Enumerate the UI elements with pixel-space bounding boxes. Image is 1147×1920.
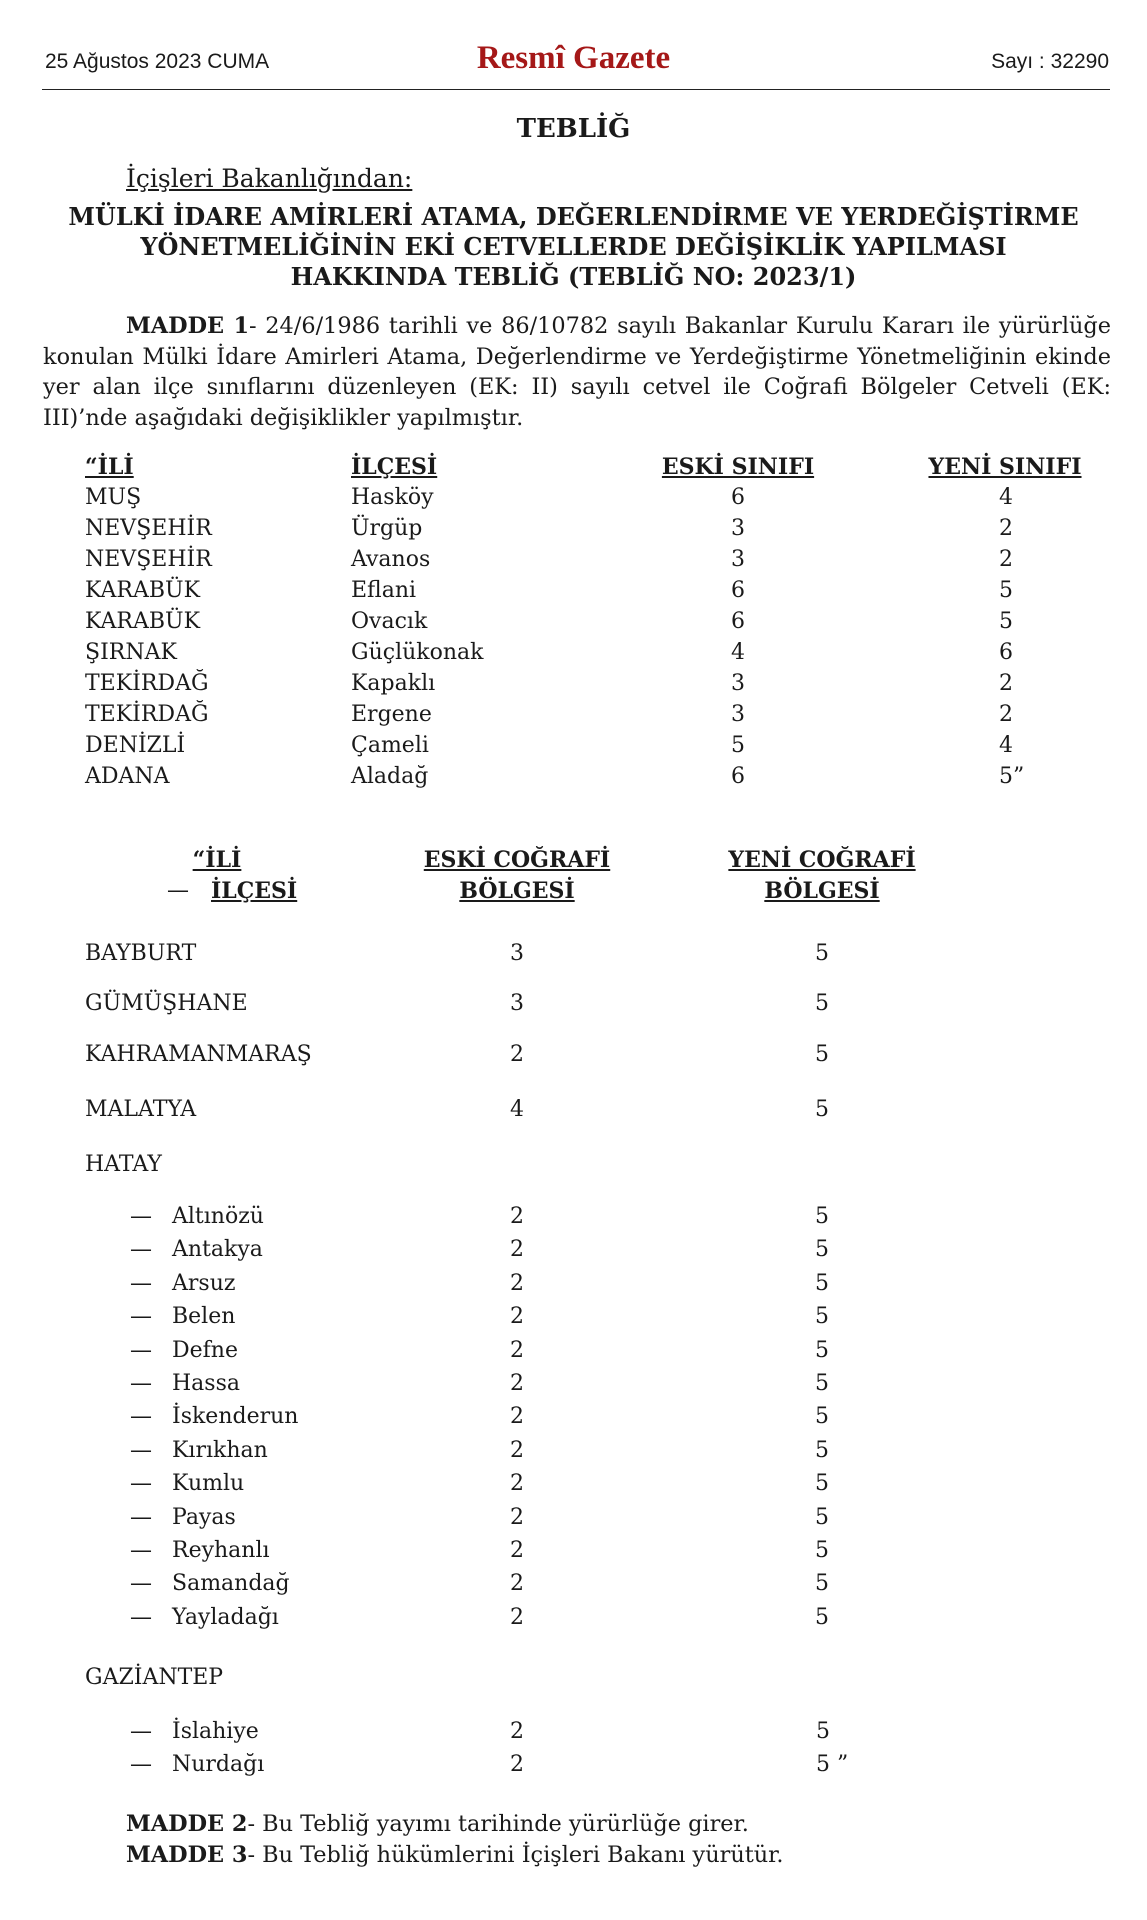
region-province: GÜMÜŞHANE <box>85 991 248 1016</box>
table1-district: Eflani <box>351 578 417 603</box>
table1-header-new-class: YENİ SINIFI <box>928 454 1082 480</box>
region-new: 5 <box>815 1604 829 1630</box>
title-line: MÜLKİ İDARE AMİRLERİ ATAMA, DEĞERLENDİRME VE YERDEĞİŞTİRME <box>68 202 1079 231</box>
table1-old-class: 6 <box>731 578 745 603</box>
table1-new-class: 2 <box>999 547 1013 572</box>
region-old: 2 <box>510 1604 524 1630</box>
region-new: 5 <box>815 1471 829 1497</box>
table2-header-dash: — <box>167 878 189 903</box>
article-3-text: - Bu Tebliğ hükümlerini İçişleri Bakanı yürütür. <box>247 1842 784 1868</box>
region-district: Altınözü <box>172 1204 264 1229</box>
table1-province: MUŞ <box>85 485 142 510</box>
region-province: GAZİANTEP <box>85 1665 224 1690</box>
issuer: İçişleri Bakanlığından: <box>126 164 413 193</box>
gazette-issue-number: Sayı : 32290 <box>991 50 1109 73</box>
district-dash: — <box>130 1471 152 1497</box>
region-new: 5 <box>815 1204 829 1229</box>
table1-old-class: 5 <box>731 733 745 758</box>
table1-district: Hasköy <box>351 485 434 510</box>
region-old: 2 <box>510 1042 524 1067</box>
article-1 <box>43 311 1111 433</box>
district-dash: — <box>130 1538 152 1563</box>
table1-old-class: 3 <box>731 516 745 541</box>
region-old: 2 <box>510 1504 524 1530</box>
region-old: 4 <box>510 1097 524 1122</box>
region-new: 5 <box>816 1719 830 1744</box>
region-district: Reyhanlı <box>172 1538 270 1563</box>
table2-header-old-region-2: BÖLGESİ <box>459 878 575 904</box>
table1-district: Kapaklı <box>351 671 436 696</box>
region-new: 5 <box>815 1404 829 1430</box>
region-old: 2 <box>510 1270 524 1296</box>
district-dash: — <box>130 1270 152 1296</box>
article-1-text: - 24/6/1986 tarihli ve 86/10782 sayılı Bakanlar Kurulu Kararı ile yürürlüğe konulan Mülki İdare Amirleri Atama, Değerlendirme ve Yerdeğiştirme Yönetmeliğinin ekinde yer alan ilçe sınıflarını düzenleyen (EK: II) sayılı cetvel ile Coğrafi Bölgeler Cetveli (EK: III)’nde aşağıdaki değişiklikler yapılmıştır. <box>43 313 1111 431</box>
table1-province: DENİZLİ <box>85 733 186 758</box>
region-old: 2 <box>510 1571 524 1597</box>
gazette-date: 25 Ağustos 2023 CUMA <box>45 50 270 73</box>
region-district: Antakya <box>172 1237 263 1263</box>
district-dash: — <box>130 1437 152 1463</box>
region-new: 5 <box>815 1304 829 1330</box>
table1-province: NEVŞEHİR <box>85 516 212 541</box>
region-new: 5 <box>815 1042 829 1067</box>
region-district: Kırıkhan <box>172 1437 268 1463</box>
region-district: İskenderun <box>172 1404 299 1430</box>
district-dash: — <box>130 1504 152 1530</box>
document-type: TEBLİĞ <box>516 114 631 144</box>
table1-new-class: 4 <box>999 485 1013 510</box>
district-dash: — <box>130 1204 152 1229</box>
table2-header-new-region: YENİ COĞRAFİ <box>728 847 916 873</box>
table2-header-district: İLÇESİ <box>211 878 298 904</box>
region-district: İslahiye <box>172 1719 259 1744</box>
table1-old-class: 3 <box>731 702 745 727</box>
document-title <box>0 202 1147 292</box>
region-old: 2 <box>510 1538 524 1563</box>
district-dash: — <box>130 1604 152 1630</box>
table1-old-class: 6 <box>731 764 745 789</box>
table1-province: ADANA <box>85 764 170 789</box>
table1-district: Ürgüp <box>351 516 423 541</box>
region-old: 2 <box>510 1437 524 1463</box>
region-new: 5 <box>815 1337 829 1363</box>
table1-new-class: 4 <box>999 733 1013 758</box>
article-3 <box>126 1842 784 1868</box>
table2-header-new-region-2: BÖLGESİ <box>764 878 880 904</box>
table1-old-class: 3 <box>731 547 745 572</box>
district-dash: — <box>130 1304 152 1330</box>
region-province: KAHRAMANMARAŞ <box>85 1042 312 1067</box>
table1-new-class: 2 <box>999 702 1013 727</box>
title-line: YÖNETMELİĞİNİN EKİ CETVELLERDE DEĞİŞİKLİK YAPILMASI <box>140 232 1007 261</box>
region-district: Belen <box>172 1304 236 1330</box>
region-province: HATAY <box>85 1152 162 1177</box>
region-new: 5 <box>815 1504 829 1530</box>
region-old: 2 <box>510 1371 524 1396</box>
region-new: 5 <box>815 1097 829 1122</box>
region-new: 5 <box>815 1437 829 1463</box>
region-new: 5 <box>815 1538 829 1563</box>
region-province: BAYBURT <box>85 941 197 966</box>
region-district: Hassa <box>172 1371 240 1396</box>
region-old: 2 <box>510 1752 524 1777</box>
header-divider <box>42 89 1110 90</box>
region-district: Yayladağı <box>172 1604 279 1630</box>
region-new: 5 <box>815 1571 829 1597</box>
district-dash: — <box>130 1404 152 1430</box>
table1-old-class: 6 <box>731 485 745 510</box>
gazette-brand: Resmî Gazete <box>476 40 671 76</box>
region-old: 3 <box>510 941 524 966</box>
table1-header-old-class: ESKİ SINIFI <box>661 454 815 480</box>
article-2 <box>126 1811 749 1837</box>
table1-header-province: “İLİ <box>85 454 134 480</box>
region-old: 2 <box>510 1237 524 1263</box>
table2-header-old-region: ESKİ COĞRAFİ <box>423 847 611 873</box>
region-old: 2 <box>510 1719 524 1744</box>
table1-district: Ergene <box>351 702 432 727</box>
table1-header-district: İLÇESİ <box>351 454 438 480</box>
article-3-label: MADDE 3 <box>126 1842 248 1868</box>
table1-new-class: 6 <box>999 640 1013 665</box>
district-dash: — <box>130 1571 152 1597</box>
table1-district: Ovacık <box>351 609 428 634</box>
article-2-text: - Bu Tebliğ yayımı tarihinde yürürlüğe girer. <box>247 1811 749 1837</box>
region-new: 5 ” <box>816 1752 849 1777</box>
district-dash: — <box>130 1719 152 1744</box>
table1-district: Çameli <box>351 733 429 758</box>
table1-new-class: 2 <box>999 516 1013 541</box>
region-province: MALATYA <box>85 1097 197 1122</box>
district-dash: — <box>130 1337 152 1363</box>
table1-old-class: 6 <box>731 609 745 634</box>
table1-province: NEVŞEHİR <box>85 547 212 572</box>
region-new: 5 <box>815 941 829 966</box>
region-old: 2 <box>510 1304 524 1330</box>
region-district: Nurdağı <box>172 1752 265 1777</box>
title-line: HAKKINDA TEBLİĞ (TEBLİĞ NO: 2023/1) <box>290 262 857 291</box>
region-district: Arsuz <box>172 1270 236 1296</box>
table1-province: KARABÜK <box>85 578 201 603</box>
region-old: 2 <box>510 1404 524 1430</box>
article-2-label: MADDE 2 <box>126 1811 248 1837</box>
table1-district: Aladağ <box>351 764 429 789</box>
table1-province: KARABÜK <box>85 609 201 634</box>
table1-old-class: 3 <box>731 671 745 696</box>
table1-province: TEKİRDAĞ <box>85 702 209 727</box>
table1-new-class: 5 <box>999 609 1013 634</box>
region-district: Samandağ <box>172 1571 290 1597</box>
table1-new-class: 5” <box>999 764 1025 789</box>
region-district: Payas <box>172 1504 236 1530</box>
table1-new-class: 2 <box>999 671 1013 696</box>
region-district: Kumlu <box>172 1471 245 1497</box>
table1-district: Avanos <box>351 547 431 572</box>
region-new: 5 <box>815 1270 829 1296</box>
region-new: 5 <box>815 1371 829 1396</box>
district-dash: — <box>130 1237 152 1263</box>
region-old: 2 <box>510 1471 524 1497</box>
district-dash: — <box>130 1752 152 1777</box>
table1-district: Güçlükonak <box>351 640 484 665</box>
region-district: Defne <box>172 1337 238 1363</box>
region-old: 3 <box>510 991 524 1016</box>
district-dash: — <box>130 1371 152 1396</box>
table1-province: ŞIRNAK <box>85 640 177 665</box>
article-1-label: MADDE 1 <box>126 313 250 339</box>
table1-old-class: 4 <box>731 640 745 665</box>
region-new: 5 <box>815 991 829 1016</box>
region-new: 5 <box>815 1237 829 1263</box>
table1-new-class: 5 <box>999 578 1013 603</box>
table1-province: TEKİRDAĞ <box>85 671 209 696</box>
region-old: 2 <box>510 1337 524 1363</box>
region-old: 2 <box>510 1204 524 1229</box>
table2-header-province: “İLİ <box>192 847 242 873</box>
